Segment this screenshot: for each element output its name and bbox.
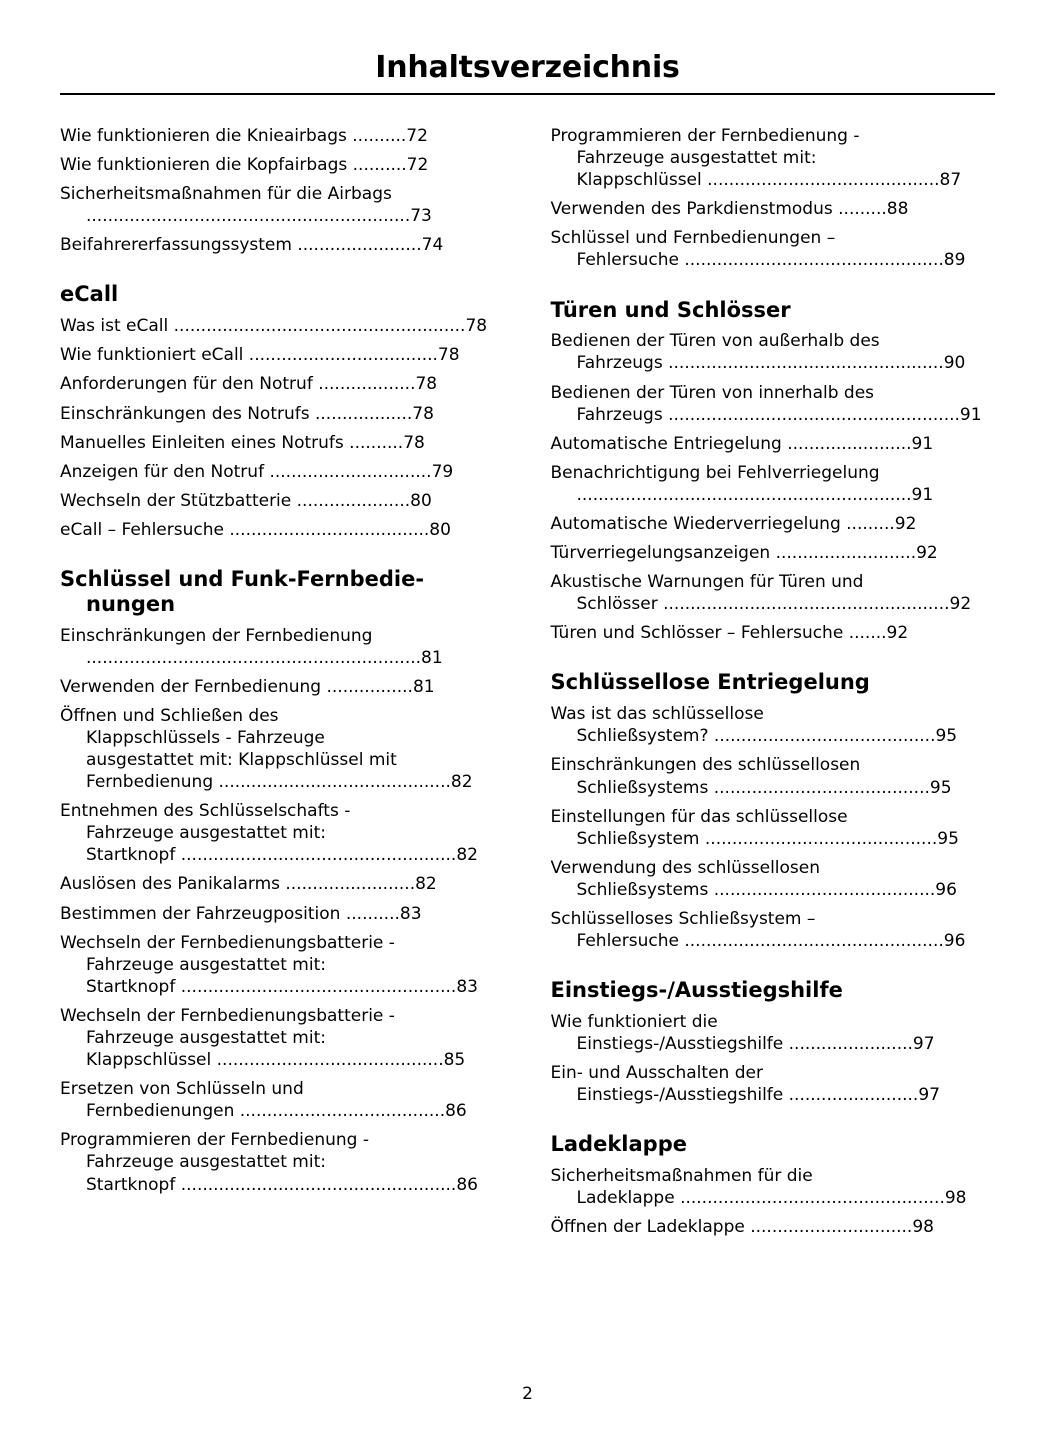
toc-entry-title: Ein- und Ausschalten der — [550, 1063, 763, 1084]
toc-entry-title-cont: Schließsystems .........................................96 — [576, 879, 957, 900]
toc-entry-title-cont: Fahrzeuge ausgestattet mit: — [86, 1028, 326, 1049]
toc-entry[interactable] — [60, 183, 505, 227]
toc-entry-title-cont: Einstiegs-/Ausstiegshilfe ........................97 — [576, 1085, 940, 1106]
toc-entry-title: Was ist das schlüssellose — [550, 704, 764, 725]
toc-entry-title: eCall – Fehlersuche .....................................80 — [60, 519, 451, 540]
toc-entry[interactable] — [60, 234, 505, 256]
toc-entry-title: Bestimmen der Fahrzeugposition ..........83 — [60, 903, 422, 924]
toc-entry[interactable] — [551, 513, 996, 535]
toc-entry[interactable] — [60, 519, 505, 541]
toc-entry-title: Auslösen des Panikalarms ........................82 — [60, 874, 437, 895]
toc-entry-title-cont: Klappschlüssels - Fahrzeuge — [86, 727, 325, 748]
toc-entry[interactable] — [60, 903, 505, 925]
toc-entry-title: Einschränkungen der Fernbedienung — [60, 625, 373, 646]
toc-entry[interactable] — [60, 403, 505, 425]
toc-entry-title: Ersetzen von Schlüsseln und — [60, 1079, 304, 1100]
toc-entry-title-cont: Fahrzeuge ausgestattet mit: — [86, 954, 326, 975]
toc-section-heading: eCall — [60, 282, 119, 307]
toc-entry-title: Wechseln der Fernbedienungsbatterie - — [60, 932, 395, 953]
toc-entry[interactable] — [551, 622, 996, 644]
toc-entry[interactable] — [551, 462, 996, 506]
toc-entry-title: Benachrichtigung bei Fehlverriegelung — [550, 462, 880, 483]
toc-entry-title-cont: Fernbedienungen ......................................86 — [86, 1101, 467, 1122]
toc-entry[interactable] — [60, 1078, 505, 1122]
toc-entry-title-cont: Schließsystems ........................................95 — [576, 777, 952, 798]
toc-entry[interactable] — [551, 806, 996, 850]
toc-entry-title: Verwenden der Fernbedienung ................81 — [60, 676, 435, 697]
toc-entry[interactable] — [60, 705, 505, 793]
toc-entry-title: Einschränkungen des Notrufs ..................78 — [60, 403, 434, 424]
toc-entry-title-cont: Fernbedienung ...........................................82 — [86, 772, 473, 793]
toc-entry-title-cont: ..............................................................91 — [576, 484, 934, 505]
toc-entry-title: Anzeigen für den Notruf ..............................79 — [60, 461, 454, 482]
toc-entry-title: Was ist eCall ......................................................78 — [60, 316, 488, 337]
toc-entry-title-cont: Startknopf ...................................................86 — [86, 1174, 478, 1195]
toc-entry[interactable] — [551, 857, 996, 901]
toc-entry-title: Entnehmen des Schlüsselschafts - — [60, 801, 351, 822]
toc-entry-title: Schlüssel und Fernbedienungen – — [550, 228, 836, 249]
toc-entry[interactable] — [60, 344, 505, 366]
toc-entry[interactable] — [60, 461, 505, 483]
toc-entry[interactable] — [551, 571, 996, 615]
toc-entry-title-cont: Startknopf ...................................................82 — [86, 845, 478, 866]
toc-columns — [60, 125, 995, 1245]
toc-entry[interactable] — [551, 754, 996, 798]
toc-entry[interactable] — [551, 1011, 996, 1055]
toc-entry-title-cont: Fahrzeuge ausgestattet mit: — [86, 1152, 326, 1173]
toc-entry-title: Verwendung des schlüssellosen — [550, 857, 821, 878]
toc-entry[interactable] — [60, 373, 505, 395]
toc-entry-title: Beifahrererfassungssystem .......................74 — [60, 235, 444, 256]
toc-entry-title-cont: Fehlersuche ................................................89 — [576, 250, 966, 271]
toc-entry-title: Sicherheitsmaßnahmen für die Airbags — [60, 184, 392, 205]
toc-entry[interactable] — [551, 330, 996, 374]
toc-entry-title: Akustische Warnungen für Türen und — [550, 572, 864, 593]
toc-entry-title-cont: ............................................................73 — [86, 206, 432, 227]
toc-entry-title: Automatische Wiederverriegelung .........92 — [550, 513, 917, 534]
toc-entry-title: Wechseln der Fernbedienungsbatterie - — [60, 1005, 395, 1026]
toc-entry[interactable] — [60, 154, 505, 176]
toc-entry-title-cont: Fehlersuche ................................................96 — [576, 931, 966, 952]
toc-section-heading: Einstiegs-/Ausstiegshilfe — [550, 978, 843, 1003]
toc-entry-title-cont: ausgestattet mit: Klappschlüssel mit — [86, 749, 397, 770]
toc-entry-title: Wie funktionieren die Kopfairbags ..........72 — [60, 155, 429, 176]
toc-entry-title: Verwenden des Parkdienstmodus .........88 — [550, 199, 909, 220]
toc-entry-title-cont: Fahrzeugs ......................................................91 — [576, 404, 982, 425]
toc-entry-title-cont: Startknopf ...................................................83 — [86, 976, 478, 997]
toc-column-left — [60, 125, 505, 1203]
toc-entry[interactable] — [551, 227, 996, 271]
toc-entry-title: Öffnen und Schließen des — [60, 705, 279, 726]
toc-entry-title: Einstellungen für das schlüssellose — [550, 806, 848, 827]
toc-entry[interactable] — [60, 1005, 505, 1071]
toc-entry-title: Anforderungen für den Notruf ..................78 — [60, 374, 438, 395]
toc-entry-title: Manuelles Einleiten eines Notrufs ..........78 — [60, 432, 425, 453]
toc-entry-title-cont: Einstiegs-/Ausstiegshilfe .......................97 — [576, 1034, 935, 1055]
toc-entry-title-cont: Fahrzeuge ausgestattet mit: — [576, 148, 817, 169]
toc-entry-title: Wechseln der Stützbatterie .....................80 — [60, 490, 432, 511]
toc-entry-title: Türverriegelungsanzeigen ..........................92 — [550, 543, 938, 564]
toc-entry-title: Wie funktioniert eCall ...................................78 — [60, 345, 460, 366]
toc-entry[interactable] — [551, 1216, 996, 1238]
toc-entry[interactable] — [60, 676, 505, 698]
toc-entry-title: Öffnen der Ladeklappe ..............................98 — [550, 1217, 934, 1238]
toc-entry[interactable] — [60, 800, 505, 866]
toc-entry[interactable] — [551, 433, 996, 455]
toc-section-heading: Ladeklappe — [550, 1132, 687, 1157]
page-folio: 2 — [522, 1384, 533, 1404]
toc-entry-title: Bedienen der Türen von innerhalb des — [550, 382, 875, 403]
toc-entry[interactable] — [551, 125, 996, 191]
toc-entry-title: Sicherheitsmaßnahmen für die — [550, 1166, 813, 1187]
toc-column-right — [551, 125, 996, 1245]
toc-section-heading: Türen und Schlösser — [550, 297, 791, 322]
toc-entry-title: Einschränkungen des schlüssellosen — [550, 755, 861, 776]
toc-entry[interactable] — [60, 1129, 505, 1195]
toc-entry-title: Programmieren der Fernbedienung - — [550, 126, 860, 146]
toc-entry[interactable] — [60, 490, 505, 512]
toc-entry[interactable] — [551, 908, 996, 952]
toc-entry[interactable] — [60, 432, 505, 454]
toc-entry-title: Automatische Entriegelung .......................91 — [550, 433, 934, 454]
toc-entry-title: Programmieren der Fernbedienung - — [60, 1130, 370, 1151]
toc-entry-title-cont: Schlösser .....................................................92 — [576, 594, 972, 615]
toc-entry[interactable] — [60, 315, 505, 337]
toc-entry[interactable] — [551, 198, 996, 220]
page-title: Inhaltsverzeichnis — [375, 50, 680, 85]
title-divider — [60, 93, 995, 95]
toc-entry[interactable] — [60, 932, 505, 998]
toc-entry[interactable] — [551, 1165, 996, 1209]
toc-section-heading: Schlüssel und Funk-Fernbedie- nungen — [60, 567, 505, 617]
toc-entry-title-cont: Schließsystem ...........................................95 — [576, 828, 959, 849]
toc-entry[interactable] — [60, 125, 505, 147]
toc-entry-title: Türen und Schlösser – Fehlersuche .......92 — [550, 623, 909, 644]
toc-entry-title: Schlüsselloses Schließsystem – — [550, 908, 816, 929]
toc-entry[interactable] — [551, 1062, 996, 1106]
toc-section-heading: Schlüssellose Entriegelung — [550, 670, 870, 695]
toc-entry-title: Bedienen der Türen von außerhalb des — [550, 331, 880, 352]
toc-entry[interactable] — [551, 382, 996, 426]
toc-entry[interactable] — [551, 703, 996, 747]
toc-entry-title-cont: Fahrzeugs ...................................................90 — [576, 353, 966, 374]
toc-entry-title: Wie funktioniert die — [550, 1011, 718, 1032]
toc-entry-title-cont: Klappschlüssel ...........................................87 — [576, 170, 962, 191]
toc-entry-title-cont: ..............................................................81 — [86, 647, 443, 668]
toc-section-heading-continuation: nungen — [86, 591, 176, 616]
toc-entry-title-cont: Klappschlüssel ..........................................85 — [86, 1050, 466, 1071]
toc-entry-title-cont: Ladeklappe .................................................98 — [576, 1188, 967, 1209]
toc-entry-title-cont: Fahrzeuge ausgestattet mit: — [86, 823, 326, 844]
toc-entry-title: Wie funktionieren die Knieairbags ..........72 — [60, 126, 428, 146]
toc-entry[interactable] — [60, 873, 505, 895]
toc-entry[interactable] — [60, 625, 505, 669]
toc-entry[interactable] — [551, 542, 996, 564]
toc-entry-title-cont: Schließsystem? .........................................95 — [576, 726, 958, 747]
